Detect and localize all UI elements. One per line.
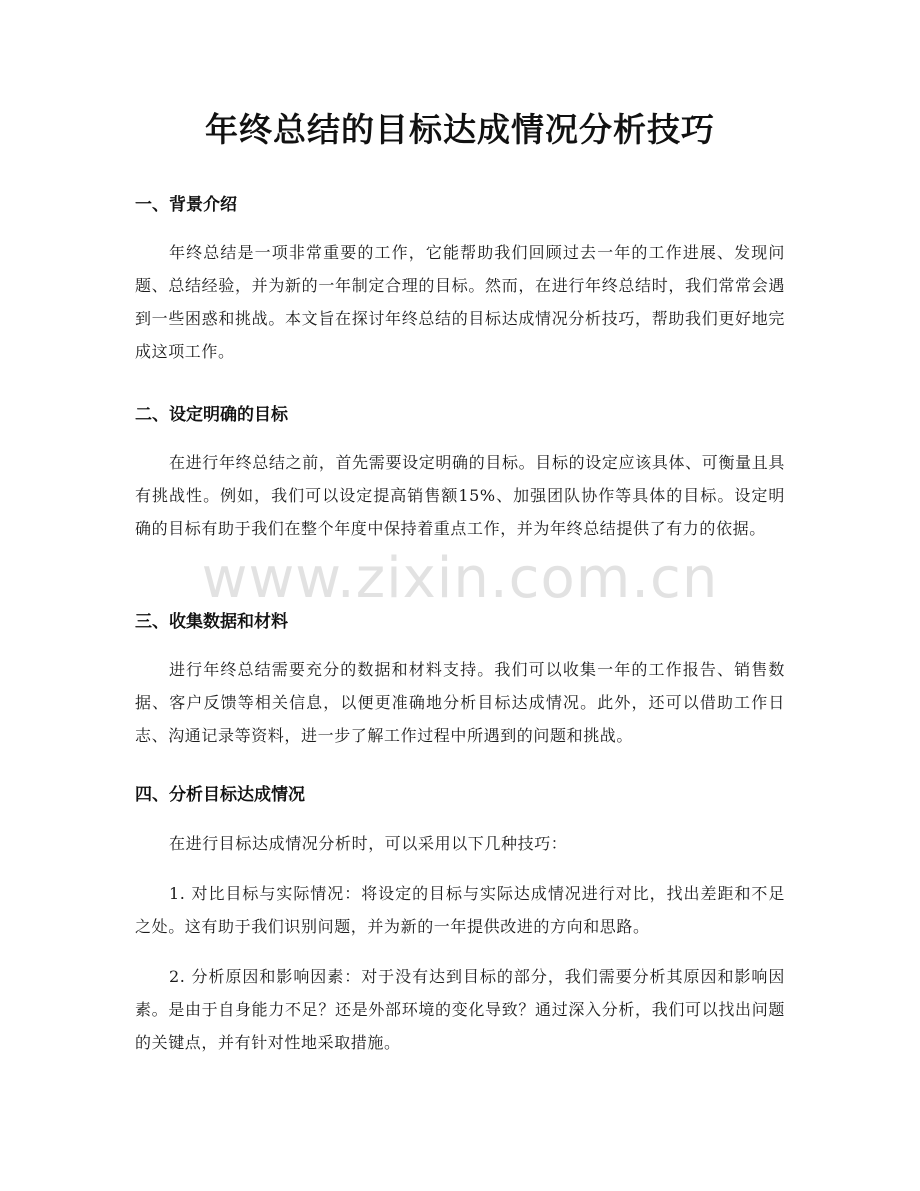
section-heading-background: 一、背景介绍 xyxy=(135,195,237,215)
section-heading-set-goals: 二、设定明确的目标 xyxy=(135,405,288,425)
paragraph-analyze-item-1: 1. 对比目标与实际情况：将设定的目标与实际达成情况进行对比，找出差距和不足之处。这有助于我们识别问题，并为新的一年提供改进的方向和思路。 xyxy=(135,884,785,936)
paragraph-analyze-item-2: 2. 分析原因和影响因素：对于没有达到目标的部分，我们需要分析其原因和影响因素。是由于自身能力不足？还是外部环境的变化导致？通过深入分析，我们可以找出问题的关键点，并有针对性地采取措施。 xyxy=(135,967,785,1052)
paragraph-set-goals: 在进行年终总结之前，首先需要设定明确的目标。目标的设定应该具体、可衡量且具有挑战性。例如，我们可以设定提高销售额15%、加强团队协作等具体的目标。设定明确的目标有助于我们在整个年度中保持着重点工作，并为年终总结提供了有力的依据。 xyxy=(135,453,785,538)
paragraph-analyze-intro: 在进行目标达成情况分析时，可以采用以下几种技巧： xyxy=(169,834,568,853)
paragraph-collect-data: 进行年终总结需要充分的数据和材料支持。我们可以收集一年的工作报告、销售数据、客户反馈等相关信息，以便更准确地分析目标达成情况。此外，还可以借助工作日志、沟通记录等资料，进一步了解工作过程中所遇到的问题和挑战。 xyxy=(135,660,785,745)
watermark: www.zixin.com.cn xyxy=(201,546,719,611)
section-heading-analyze: 四、分析目标达成情况 xyxy=(135,785,305,805)
paragraph-background: 年终总结是一项非常重要的工作，它能帮助我们回顾过去一年的工作进展、发现问题、总结经验，并为新的一年制定合理的目标。然而，在进行年终总结时，我们常常会遇到一些困惑和挑战。本文旨在探讨年终总结的目标达成情况分析技巧，帮助我们更好地完成这项工作。 xyxy=(135,243,785,361)
document-title: 年终总结的目标达成情况分析技巧 xyxy=(205,110,715,149)
section-heading-collect-data: 三、收集数据和材料 xyxy=(135,612,288,632)
